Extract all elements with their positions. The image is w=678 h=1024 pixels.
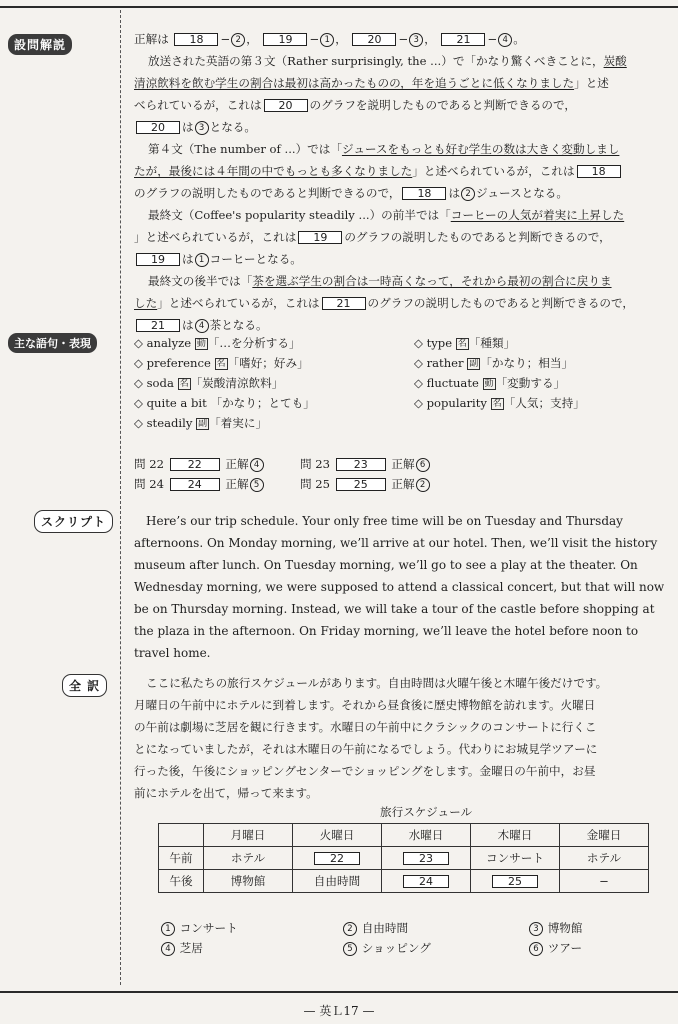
script-line: be on Thursday morning. Instead, we will take a tour of the castle before shopping at [134, 602, 655, 616]
script-line: the plaza in the afternoon. On Friday morning, we’ll leave the hotel before noon to [134, 624, 639, 638]
top-rule [0, 6, 678, 8]
vocab-item: ◇ soda 名 「炭酸清涼飲料」 [134, 376, 284, 390]
answer-line: 正解は 18 − 2 ， 19 − 1 ， 20 − 3 ， 21 − 4 。 [134, 32, 525, 46]
explanation-line: のグラフの説明したものであると判断できるので， 18 は 2 ジュースとなる。 [134, 186, 568, 200]
explanation-line: 」と述べられているが，これは 19 のグラフの説明したものであると判断できるので， [134, 230, 611, 244]
schedule-title: 旅行スケジュール [380, 805, 473, 819]
explanation-line: 最終文（Coffee's popularity steadily ...）の前半では「コーヒーの人気が着実に上昇した [148, 208, 625, 222]
schedule-cell: 23 [382, 847, 471, 870]
explanation-line: 20 は 3 となる。 [134, 120, 256, 135]
schedule-cell: 25 [471, 870, 560, 893]
vocab-item: ◇ fluctuate 動 「変動する」 [414, 376, 566, 390]
translation-line: 月曜日の午前中にホテルに到着します。それから昼食後に歴史博物館を訪れます。火曜日 [134, 698, 596, 712]
translation-line: 前にホテルを出て，帰って来ます。 [134, 786, 318, 800]
vocab-item: ◇ rather 副 「かなり；相当」 [414, 356, 574, 370]
answer-box: 18 [577, 165, 621, 178]
label-explanation: 設問解説 [8, 34, 72, 55]
script-line: Here’s our trip schedule. Your only free time will be on Tuesday and Thursday [146, 514, 623, 528]
answer-box: 19 [136, 253, 180, 266]
vocab-item: ◇ type 名 「種類」 [414, 336, 516, 350]
answer-box: 21 [322, 297, 366, 310]
answer-box: 18 [174, 33, 218, 46]
script-line: afternoons. On Monday morning, we’ll arrive at our hotel. Then, we’ll visit the history [134, 536, 658, 550]
schedule-day: 水曜日 [382, 824, 471, 847]
vocab-item: ◇ popularity 名 「人気；支持」 [414, 396, 585, 410]
option-item: 6 ツアー [528, 940, 582, 956]
answer-box: 19 [298, 231, 342, 244]
answer-box: 20 [264, 99, 308, 112]
explanation-line: べられているが，これは 20 のグラフを説明したものであると判断できるので， [134, 98, 576, 112]
schedule-day: 金曜日 [560, 824, 649, 847]
schedule-pm-label: 午後 [159, 870, 204, 893]
script-line: museum after lunch. On Tuesday morning, we’ll go to see a play at the theater. On [134, 558, 638, 572]
explanation-line: 放送された英語の第３文（Rather surprisingly, the ...）で「かなり驚くべきことに，炭酸 [148, 54, 627, 68]
explanation-line: たが，最後には４年間の中でもっとも多くなりました」と述べられているが，これは 18 [134, 164, 623, 178]
answer-box: 21 [441, 33, 485, 46]
schedule-cell: 24 [382, 870, 471, 893]
translation-line: とになっていましたが，それは木曜日の午前になるでしょう。代わりにお城見学ツアーに [134, 742, 598, 756]
schedule-cell: − [560, 870, 649, 893]
choice-number: 1 [320, 33, 334, 47]
explanation-line: した」と述べられているが，これは 21 のグラフの説明したものであると判断できるので， [134, 296, 634, 310]
translation-line: 行った後，午後にショッピングセンターでショッピングをします。金曜日の午前中，お昼 [134, 764, 596, 778]
answer-box: 19 [263, 33, 307, 46]
label-script: スクリプト [34, 510, 113, 533]
option-item: 3 博物館 [528, 920, 582, 936]
explanation-line: 19 は 1 コーヒーとなる。 [134, 252, 302, 267]
translation-line: の午前は劇場に芝居を観に行きます。水曜日の午前中にクラシックのコンサートに行くこ [134, 720, 597, 734]
explanation-line: 第４文（The number of ...）では「ジュースをもっとも好む学生の数は大きく変動しまし [148, 142, 620, 156]
vocab-item: ◇ analyze 動 「…を分析する」 [134, 336, 301, 350]
question-answer: 問 23 23 正解 6 [300, 456, 431, 472]
choice-number: 2 [231, 33, 245, 47]
vocab-item: ◇ steadily 副 「着実に」 [134, 416, 268, 430]
schedule-day: 月曜日 [204, 824, 293, 847]
vocab-item: ◇ quite a bit 「かなり；とても」 [134, 396, 315, 410]
bottom-rule [0, 991, 678, 993]
question-answer: 問 24 24 正解 5 [134, 476, 265, 492]
schedule-cell: ホテル [560, 847, 649, 870]
option-item: 4 芝居 [160, 940, 203, 956]
choice-number: 3 [409, 33, 423, 47]
option-item: 1 コンサート [160, 920, 238, 936]
schedule-cell: ホテル [204, 847, 293, 870]
translation-line: ここに私たちの旅行スケジュールがあります。自由時間は火曜午後と木曜午後だけです。 [146, 676, 608, 690]
answer-box: 20 [352, 33, 396, 46]
schedule-table [158, 823, 649, 893]
schedule-corner [159, 824, 204, 847]
answer-box: 21 [136, 319, 180, 332]
schedule-cell: 博物館 [204, 870, 293, 893]
schedule-cell: 22 [293, 847, 382, 870]
label-translation: 全 訳 [62, 674, 107, 697]
label-phrases: 主な語句・表現 [8, 333, 97, 353]
question-answer: 問 25 25 正解 2 [300, 476, 431, 492]
schedule-am-label: 午前 [159, 847, 204, 870]
script-line: travel home. [134, 646, 211, 660]
schedule-cell: 自由時間 [293, 870, 382, 893]
option-item: 2 自由時間 [342, 920, 408, 936]
page-number: — 英Ｌ17 — [303, 1004, 375, 1018]
schedule-day: 火曜日 [293, 824, 382, 847]
schedule-cell: コンサート [471, 847, 560, 870]
explanation-line: 最終文の後半では「茶を選ぶ学生の割合は一時高くなって，それから最初の割合に戻りま [148, 274, 612, 288]
margin-dashed-divider [120, 10, 121, 985]
answer-box: 18 [402, 187, 446, 200]
explanation-line: 21 は 4 茶となる。 [134, 318, 268, 333]
option-item: 5 ショッピング [342, 940, 431, 956]
question-answer: 問 22 22 正解 4 [134, 456, 265, 472]
schedule-day: 木曜日 [471, 824, 560, 847]
vocab-item: ◇ preference 名 「嗜好；好み」 [134, 356, 309, 370]
script-line: Wednesday morning, we were supposed to attend a classical concert, but that will now [134, 580, 665, 594]
choice-number: 4 [498, 33, 512, 47]
explanation-line: 清涼飲料を飲む学生の割合は最初は高かったものの，年を追うごとに低くなりました」と述 [134, 76, 609, 90]
answer-box: 20 [136, 121, 180, 134]
